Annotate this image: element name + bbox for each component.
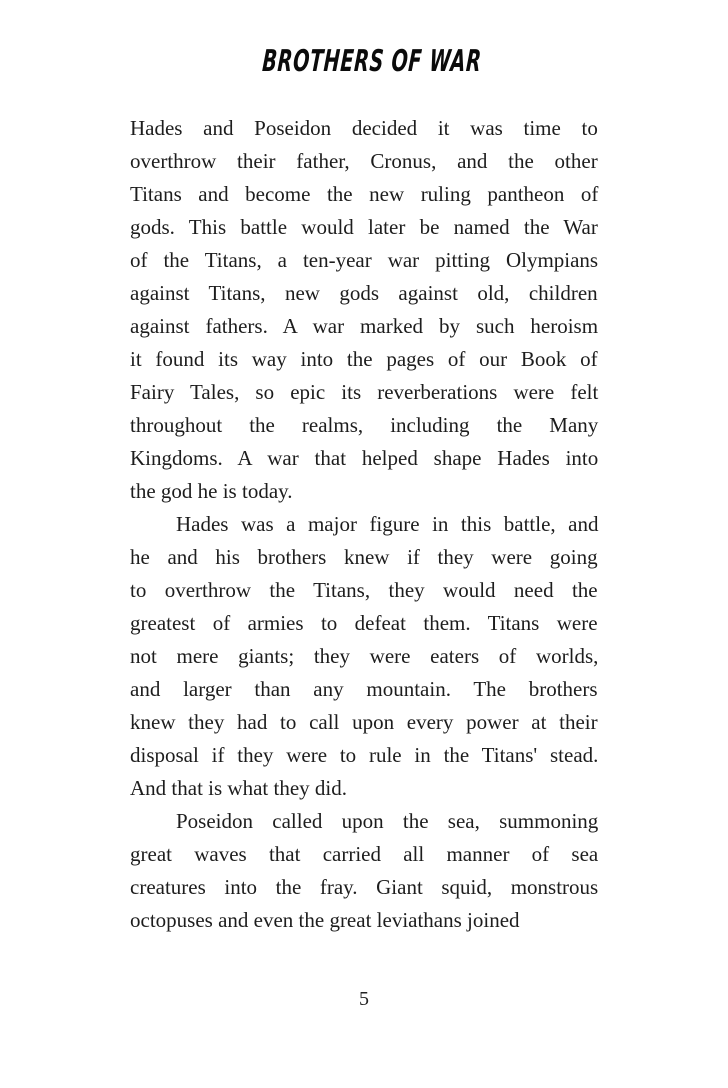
text-line: Hades and Poseidon decided it was time to <box>130 116 598 140</box>
text-line: the god he is today. <box>130 479 293 503</box>
text-line: Kingdoms. A war that helped shape Hades into <box>130 446 599 470</box>
text-line: not mere giants; they were eaters of worlds, <box>130 644 599 668</box>
text-line: of the Titans, a ten-year war pitting Olympians <box>130 248 599 272</box>
paragraph <box>130 112 598 508</box>
text-line: he and his brothers knew if they were going <box>130 545 598 569</box>
text-line: overthrow their father, Cronus, and the other <box>130 149 598 173</box>
text-line: Hades was a major figure in this battle, and <box>176 512 599 536</box>
text-line: And that is what they did. <box>130 776 347 800</box>
text-line: throughout the realms, including the Many <box>130 413 599 437</box>
text-line: creatures into the fray. Giant squid, monstrous <box>130 875 599 899</box>
text-line: Titans and become the new ruling pantheon of <box>130 182 599 206</box>
paragraph <box>130 508 598 805</box>
text-line: knew they had to call upon every power at their <box>130 710 598 734</box>
text-line: against Titans, new gods against old, children <box>130 281 598 305</box>
chapter-title: BROTHERS OF WAR <box>261 44 483 79</box>
text-line: disposal if they were to rule in the Titans' stead. <box>130 743 599 767</box>
paragraph <box>130 805 598 937</box>
text-line: to overthrow the Titans, they would need the <box>130 578 598 602</box>
text-line: octopuses and even the great leviathans joined <box>130 908 520 932</box>
text-line: against fathers. A war marked by such heroism <box>130 314 599 338</box>
text-line: it found its way into the pages of our Book of <box>130 347 598 371</box>
text-line: greatest of armies to defeat them. Titans were <box>130 611 598 635</box>
text-line: gods. This battle would later be named the War <box>130 215 598 239</box>
text-line: Fairy Tales, so epic its reverberations were felt <box>130 380 599 404</box>
text-line: great waves that carried all manner of sea <box>130 842 599 866</box>
body-text <box>130 112 598 937</box>
text-line: and larger than any mountain. The brothers <box>130 677 598 701</box>
text-line: Poseidon called upon the sea, summoning <box>176 809 599 833</box>
page-number: 5 <box>359 988 369 1010</box>
